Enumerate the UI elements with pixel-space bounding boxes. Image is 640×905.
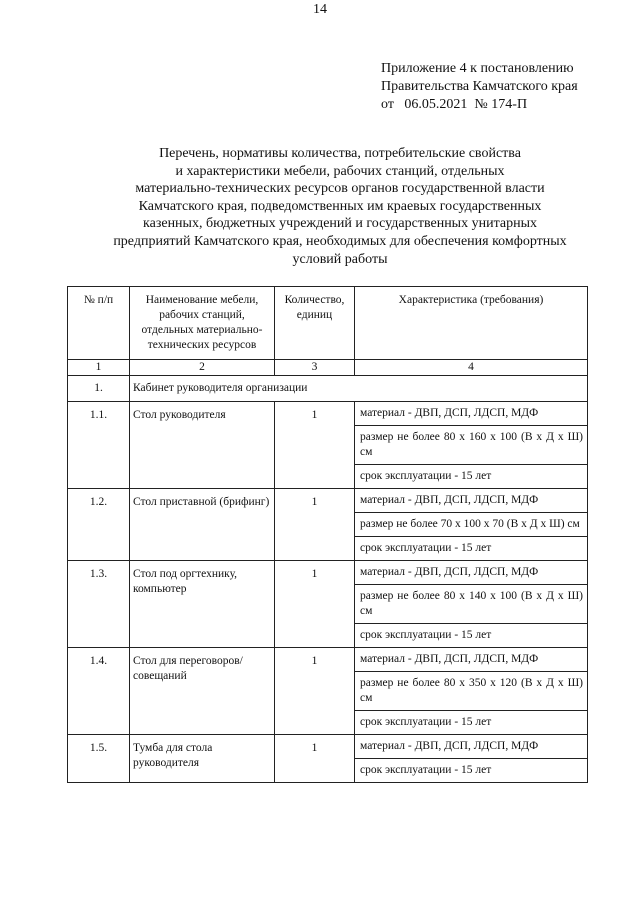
title-line: предприятий Камчатского края, необходимых для обеспечения комфортных xyxy=(113,233,567,249)
section-row xyxy=(68,376,588,402)
table-row xyxy=(68,489,588,513)
page-number: 14 xyxy=(313,2,327,17)
row-name: Тумба для стола руководителя xyxy=(130,735,275,783)
header-qty: Количество, единиц xyxy=(275,287,355,360)
row-num: 1.2. xyxy=(68,489,130,561)
row-characteristic: срок эксплуатации - 15 лет xyxy=(355,711,588,735)
appendix-line: Приложение 4 к постановлению xyxy=(381,61,574,76)
row-characteristic: срок эксплуатации - 15 лет xyxy=(355,759,588,783)
title-line: материально-технических ресурсов органов государственной власти xyxy=(135,181,545,197)
title-line: условий работы xyxy=(292,251,388,267)
row-num: 1.1. xyxy=(68,402,130,489)
table-row xyxy=(68,735,588,759)
row-qty: 1 xyxy=(275,402,355,489)
section-name: Кабинет руководителя организации xyxy=(130,376,588,402)
row-characteristic: срок эксплуатации - 15 лет xyxy=(355,537,588,561)
row-num: 1.4. xyxy=(68,648,130,735)
title-line: и характеристики мебели, рабочих станций, отдельных xyxy=(175,163,505,179)
appendix-line: Правительства Камчатского края xyxy=(381,79,578,94)
header-num: № п/п xyxy=(68,287,130,360)
row-qty: 1 xyxy=(275,489,355,561)
column-number-row xyxy=(68,360,588,376)
table-row xyxy=(68,402,588,426)
title-line: Камчатского края, подведомственных им краевых государственных xyxy=(138,198,542,214)
section-num: 1. xyxy=(68,376,130,402)
title-line: казенных, бюджетных учреждений и государственных унитарных xyxy=(143,216,537,232)
document-title xyxy=(70,145,610,268)
header-characteristics: Характеристика (требования) xyxy=(355,287,588,360)
table-row xyxy=(68,648,588,672)
row-characteristic: материал - ДВП, ДСП, ЛДСП, МДФ xyxy=(355,648,588,672)
row-num: 1.3. xyxy=(68,561,130,648)
row-characteristic: размер не более 80 х 350 х 120 (В х Д х Ш) см xyxy=(355,672,588,711)
row-characteristic: материал - ДВП, ДСП, ЛДСП, МДФ xyxy=(355,561,588,585)
title-line: Перечень, нормативы количества, потребительские свойства xyxy=(159,146,521,161)
column-number: 2 xyxy=(130,360,275,376)
appendix-line: от 06.05.2021 № 174-П xyxy=(381,97,528,112)
row-characteristic: размер не более 70 х 100 х 70 (В х Д х Ш) см xyxy=(355,513,588,537)
row-characteristic: материал - ДВП, ДСП, ЛДСП, МДФ xyxy=(355,735,588,759)
row-characteristic: материал - ДВП, ДСП, ЛДСП, МДФ xyxy=(355,402,588,426)
row-name: Стол под оргтехнику, компьютер xyxy=(130,561,275,648)
column-number: 3 xyxy=(275,360,355,376)
row-qty: 1 xyxy=(275,735,355,783)
row-characteristic: материал - ДВП, ДСП, ЛДСП, МДФ xyxy=(355,489,588,513)
table-row xyxy=(68,561,588,585)
row-qty: 1 xyxy=(275,648,355,735)
furniture-table xyxy=(67,286,588,783)
row-characteristic: срок эксплуатации - 15 лет xyxy=(355,465,588,489)
row-name: Стол руководителя xyxy=(130,402,275,489)
header-name: Наименование мебели, рабочих станций, отдельных материально-технических ресурсов xyxy=(130,287,275,360)
row-name: Стол приставной (брифинг) xyxy=(130,489,275,561)
row-qty: 1 xyxy=(275,561,355,648)
row-characteristic: размер не более 80 х 160 х 100 (В х Д х Ш) см xyxy=(355,426,588,465)
row-characteristic: срок эксплуатации - 15 лет xyxy=(355,624,588,648)
appendix-block xyxy=(381,60,578,114)
row-num: 1.5. xyxy=(68,735,130,783)
column-number: 1 xyxy=(68,360,130,376)
column-number: 4 xyxy=(355,360,588,376)
row-characteristic: размер не более 80 х 140 х 100 (В х Д х Ш) см xyxy=(355,585,588,624)
row-name: Стол для переговоров/совещаний xyxy=(130,648,275,735)
